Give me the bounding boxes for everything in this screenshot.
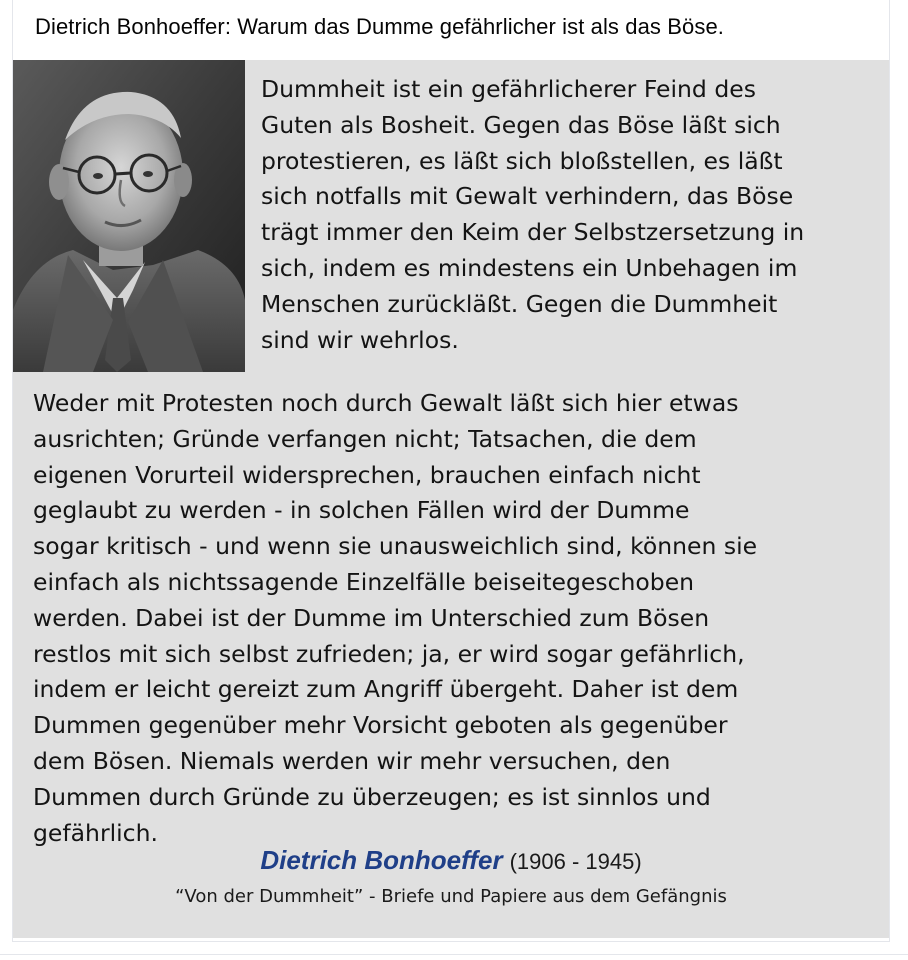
quote-line: Dummen durch Gründe zu überzeugen; es ist sinnlos und — [33, 782, 711, 811]
post-caption: Dietrich Bonhoeffer: Warum das Dumme gefährlicher ist als das Böse. — [35, 14, 724, 39]
quote-line: Weder mit Protesten noch durch Gewalt läßt sich hier etwas — [33, 389, 739, 417]
quote-line: sich, indem es mindestens ein Unbehagen im — [261, 253, 798, 282]
quote-line: restlos mit sich selbst zufrieden; ja, er wird sogar gefährlich, — [33, 639, 745, 668]
quote-line: eigenen Vorurteil widersprechen, brauchen einfach nicht — [33, 460, 701, 489]
quote-line: indem er leicht gereizt zum Angriff übergeht. Daher ist dem — [33, 675, 739, 704]
quote-image[interactable] — [13, 60, 889, 938]
quote-line: Guten als Bosheit. Gegen das Böse läßt sich — [261, 110, 781, 139]
quote-line: protestieren, es läßt sich bloßstellen, es läßt — [261, 146, 783, 175]
author-name: Dietrich Bonhoeffer — [260, 845, 503, 875]
quote-line: sich notfalls mit Gewalt verhindern, das Böse — [261, 182, 794, 211]
quote-line: trägt immer den Keim der Selbstzersetzung in — [261, 218, 805, 247]
quote-line: geglaubt zu werden - in solchen Fällen wird der Dumme — [33, 496, 690, 525]
quote-line: Dummen gegenüber mehr Vorsicht geboten als gegenüber — [33, 711, 728, 740]
quote-line: Menschen zurückläßt. Gegen die Dummheit — [261, 289, 778, 318]
quote-line: sogar kritisch - und wenn sie unausweichlich sind, können sie — [33, 532, 758, 561]
quote-line: gefährlich. — [33, 818, 158, 847]
quote-source: “Von der Dummheit” - Briefe und Papiere aus dem Gefängnis — [175, 886, 727, 907]
quote-line: dem Bösen. Niemals werden wir mehr versuchen, den — [33, 746, 671, 775]
quote-main-paragraph — [33, 386, 875, 851]
author-dates: (1906 - 1945) — [509, 849, 642, 874]
quote-attribution — [13, 845, 889, 876]
divider — [0, 954, 908, 955]
quote-line: ausrichten; Gründe verfangen nicht; Tatsachen, die dem — [33, 424, 697, 453]
author-portrait — [13, 60, 245, 372]
quote-line: einfach als nichtssagende Einzelfälle beiseitegeschoben — [33, 567, 695, 596]
quote-line: werden. Dabei ist der Dumme im Unterschied zum Bösen — [33, 603, 710, 632]
quote-intro-paragraph — [261, 72, 889, 358]
quote-line: Dummheit ist ein gefährlicherer Feind des — [261, 75, 756, 103]
quote-line: sind wir wehrlos. — [261, 325, 459, 354]
facebook-post — [12, 0, 890, 942]
